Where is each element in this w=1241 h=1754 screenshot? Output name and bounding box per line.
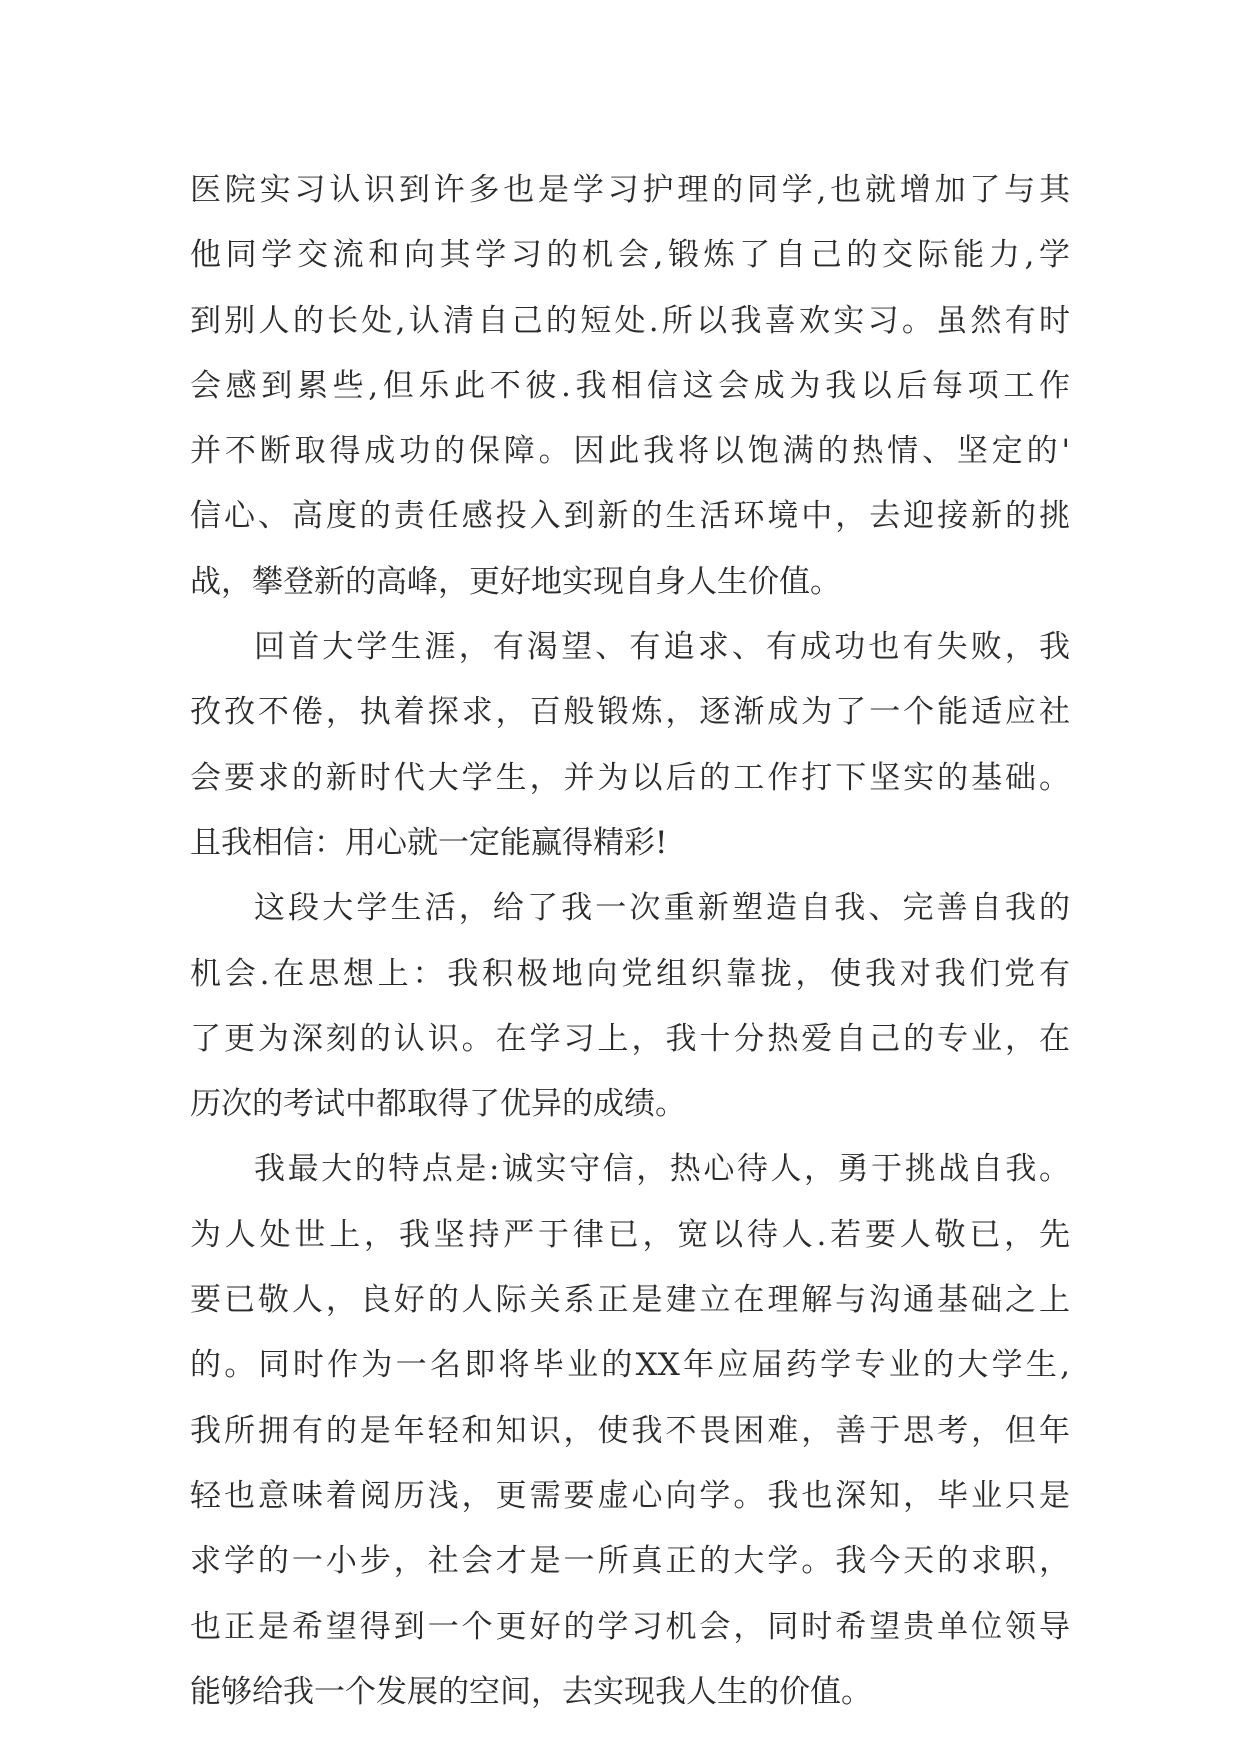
text-line: 并不断取得成功的保障。因此我将以饱满的热情、坚定的' xyxy=(190,433,1070,470)
text-line: 回首大学生涯，有渴望、有追求、有成功也有失败，我 xyxy=(254,629,1070,666)
text-line: 也正是希望得到一个更好的学习机会，同时希望贵单位领导 xyxy=(190,1608,1070,1645)
text-line: 我最大的特点是:诚实守信，热心待人，勇于挑战自我。 xyxy=(254,1151,1070,1188)
text-line: 机会.在思想上：我积极地向党组织靠拢，使我对我们党有 xyxy=(190,955,1070,992)
document-body xyxy=(190,158,1070,1725)
text-line: 为人处世上，我坚持严于律已，宽以待人.若要人敬已，先 xyxy=(190,1216,1070,1253)
text-line: 他同学交流和向其学习的机会,锻炼了自己的交际能力,学 xyxy=(190,237,1070,274)
text-line: 会要求的新时代大学生，并为以后的工作打下坚实的基础。 xyxy=(190,759,1070,796)
text-line: 的。同时作为一名即将毕业的XX年应届药学专业的大学生, xyxy=(190,1347,1070,1384)
text-line: 战，攀登新的高峰，更好地实现自身人生价值。 xyxy=(190,563,841,600)
text-line: 了更为深刻的认识。在学习上，我十分热爱自己的专业，在 xyxy=(190,1020,1070,1057)
text-line: 会感到累些,但乐此不彼.我相信这会成为我以后每项工作 xyxy=(190,367,1070,404)
text-line: 能够给我一个发展的空间，去实现我人生的价值。 xyxy=(190,1673,872,1710)
text-line: 信心、高度的责任感投入到新的生活环境中，去迎接新的挑 xyxy=(190,498,1070,535)
text-line: 孜孜不倦，执着探求，百般锻炼，逐渐成为了一个能适应社 xyxy=(190,694,1070,731)
text-line: 这段大学生活，给了我一次重新塑造自我、完善自我的 xyxy=(254,890,1070,927)
text-line: 历次的考试中都取得了优异的成绩。 xyxy=(190,1086,686,1123)
text-line: 要已敬人，良好的人际关系正是建立在理解与沟通基础之上 xyxy=(190,1282,1070,1319)
text-line: 轻也意味着阅历浅，更需要虚心向学。我也深知，毕业只是 xyxy=(190,1477,1070,1514)
text-line: 且我相信：用心就一定能赢得精彩! xyxy=(190,824,668,861)
text-line: 我所拥有的是年轻和知识，使我不畏困难，善于思考，但年 xyxy=(190,1412,1070,1449)
text-line: 到别人的长处,认清自己的短处.所以我喜欢实习。虽然有时 xyxy=(190,302,1070,339)
text-line: 医院实习认识到许多也是学习护理的同学,也就增加了与其 xyxy=(190,172,1070,208)
text-line: 求学的一小步，社会才是一所真正的大学。我今天的求职， xyxy=(190,1543,1070,1580)
